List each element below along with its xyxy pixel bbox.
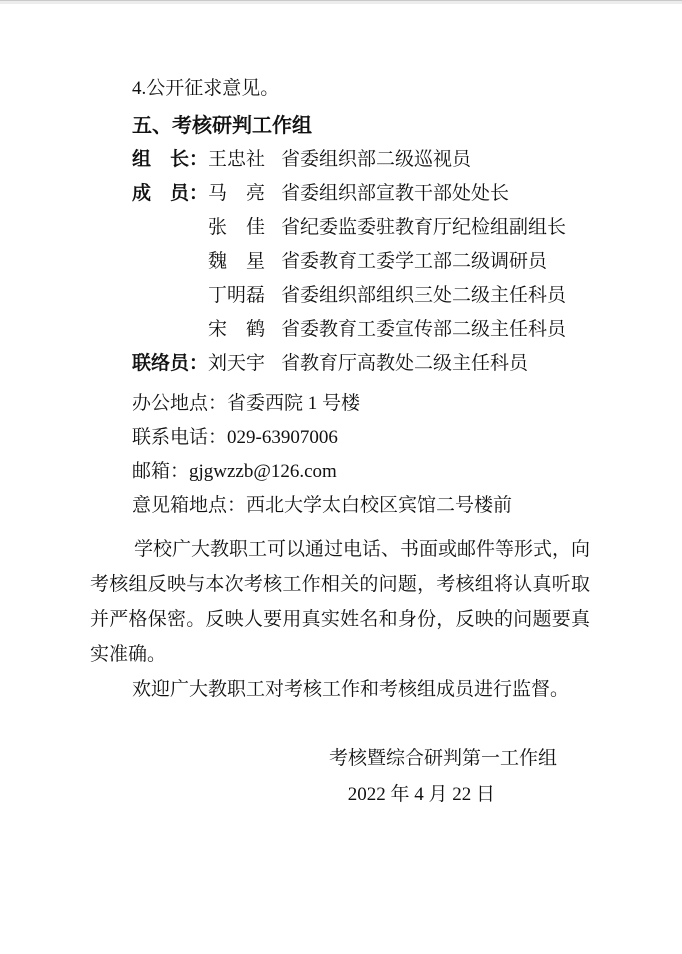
feedback-paragraph: 学校广大教职工可以通过电话、书面或邮件等形式，向考核组反映与本次考核工作相关的问题，考核组将认真听取并严格保密。反映人要用真实姓名和身份，反映的问题要真实准确。 [90,539,591,665]
person-name: 宋 鹤 [208,319,266,340]
person-title: 省委组织部二级巡视员 [281,149,472,170]
person-name: 刘天宇 [208,353,266,374]
person-title: 省教育厅高教处二级主任科员 [281,353,529,374]
person-name: 马 亮 [208,183,266,204]
members-label: 成 员： [132,183,209,204]
member-row [132,279,590,313]
person-name: 张 佳 [208,217,266,238]
person-name: 丁明磊 [208,285,266,306]
contact-phone-line: 联系电话：029-63907006 [132,427,338,448]
person-title: 省纪委监委驻教育厅纪检组副组长 [281,217,567,238]
document-content [0,4,682,812]
member-row [132,313,590,347]
person-title: 省委组织部宣教干部处处长 [281,183,510,204]
person-title: 省委组织部组织三处二级主任科员 [281,285,567,306]
contact-mailbox-line: 意见箱地点：西北大学太白校区宾馆二号楼前 [132,495,513,516]
liaison-row [132,347,590,381]
person-name: 魏 星 [208,251,266,272]
person-name: 王忠社 [208,149,266,170]
signature-org: 考核暨综合研判第一工作组 [328,748,557,769]
contact-office-line: 办公地点：省委西院 1 号楼 [132,393,361,414]
leader-label: 组 长： [132,149,209,170]
label-spacer [132,245,208,279]
member-row [132,245,590,279]
label-spacer [132,211,208,245]
label-spacer [132,313,208,347]
label-spacer [132,279,208,313]
leader-row [132,143,590,177]
list-item-4: 4.公开征求意见。 [132,78,280,99]
supervision-line: 欢迎广大教职工对考核工作和考核组成员进行监督。 [132,679,570,700]
contact-email-line: 邮箱：gjgwzzb@126.com [132,461,337,482]
person-title: 省委教育工委宣传部二级主任科员 [281,319,567,340]
member-row [132,211,590,245]
liaison-label: 联络员： [132,353,209,374]
person-title: 省委教育工委学工部二级调研员 [281,251,548,272]
section-heading: 五、考核研判工作组 [132,115,312,137]
member-row [132,177,590,211]
signature-date: 2022 年 4 月 22 日 [347,784,495,805]
